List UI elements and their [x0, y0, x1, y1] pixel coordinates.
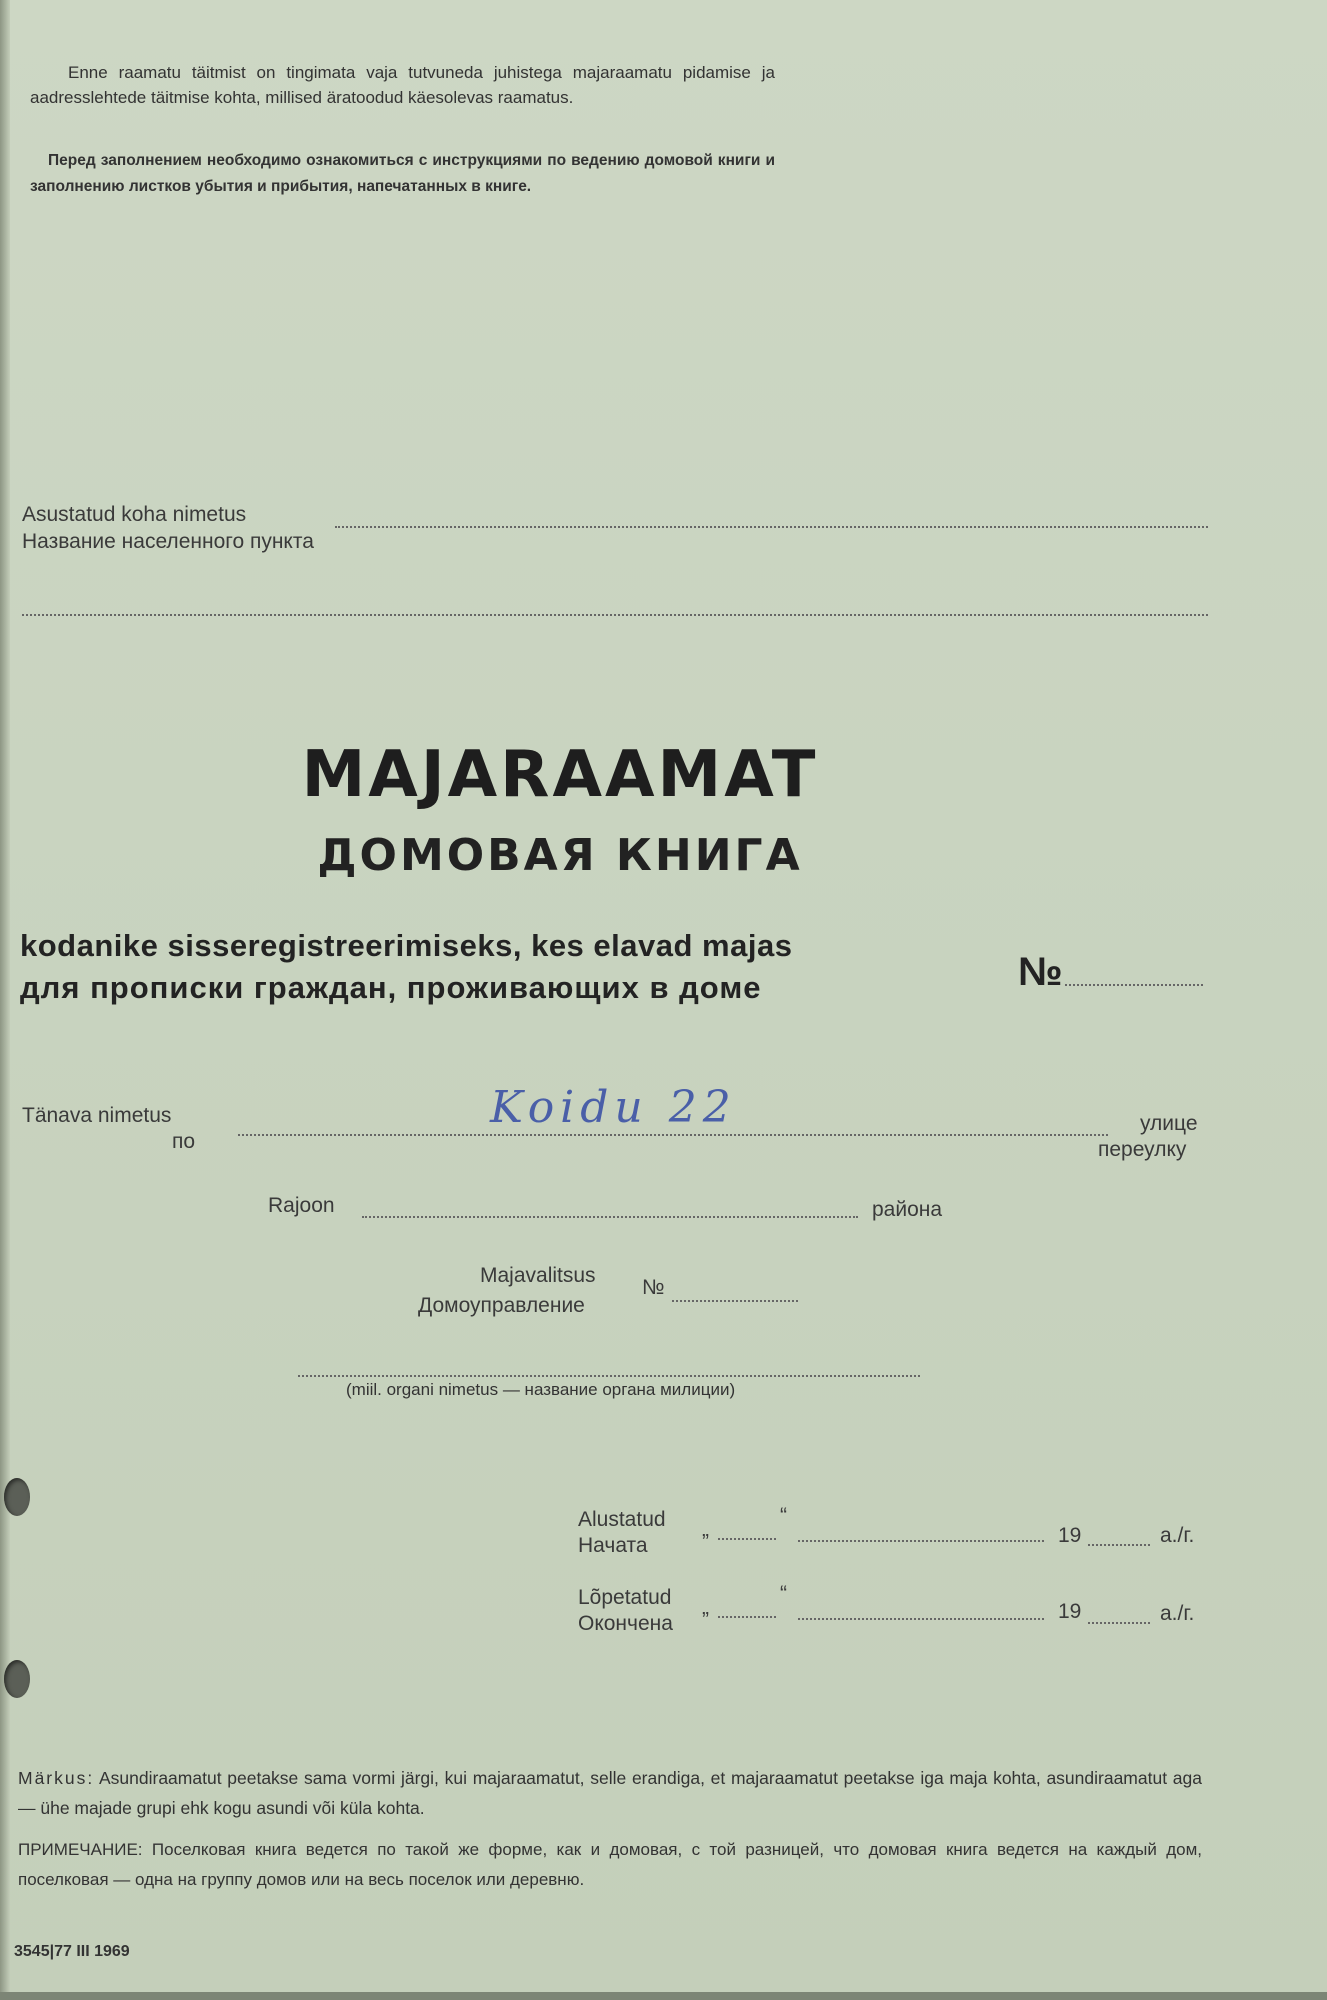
punch-hole-upper [4, 1478, 30, 1516]
street-label-pereulku: переулку [1098, 1138, 1187, 1161]
finished-year-suffix: a./г. [1160, 1602, 1195, 1625]
street-label-ulitse: улице [1140, 1112, 1198, 1135]
started-year-suffix: a./г. [1160, 1524, 1195, 1547]
finished-label-ru: Окончена [578, 1612, 673, 1635]
started-quote-close: “ [780, 1504, 787, 1527]
street-label-po: по [172, 1130, 196, 1153]
militia-caption: (miil. organi nimetus — название органа милиции) [346, 1380, 736, 1399]
settlement-field-line[interactable] [335, 526, 1208, 528]
finished-label-et: Lõpetatud [578, 1586, 672, 1609]
settlement-label-ru: Название населенного пункта [22, 530, 314, 553]
started-month-line[interactable] [798, 1540, 1044, 1542]
finished-month-line[interactable] [798, 1618, 1044, 1620]
house-management-number-sign: № [642, 1276, 665, 1299]
started-label-ru: Начата [578, 1534, 648, 1557]
house-number-sign: № [1018, 950, 1063, 994]
title-estonian: MAJARAAMAT [301, 738, 819, 812]
intro-russian: Перед заполнением необходимо ознакомиться с инструкциями по ведению домовой книги и заполнению листков убытия и прибытия, напечатанных в книге. [30, 152, 775, 195]
started-label-et: Alustatud [578, 1508, 666, 1531]
print-code: 3545|77 III 1969 [14, 1943, 130, 1960]
district-label-ru: района [872, 1198, 943, 1221]
remark-label-et: Märkus: [18, 1768, 95, 1788]
started-day-line[interactable] [718, 1538, 776, 1540]
subtitle-estonian: kodanike sisseregistreerimiseks, kes elavad majas [20, 928, 793, 963]
district-field-line[interactable] [362, 1216, 858, 1218]
settlement-label-et: Asustatud koha nimetus [22, 503, 247, 526]
started-year-line[interactable] [1088, 1544, 1150, 1546]
page-edge-shadow [0, 0, 10, 2000]
started-quote-open: „ [702, 1518, 709, 1541]
remark-text-et: Asundiraamatut peetakse sama vormi järgi, kui majaraamatut, selle erandiga, et majaraamatut peetakse iga maja kohta, asundiraamatut aga — ühe majade grupi ehk kogu asundi või küla kohta. [18, 1768, 1202, 1818]
punch-hole-lower [4, 1660, 30, 1698]
street-handwritten-value: Koidu 22 [490, 1082, 737, 1133]
street-field-line[interactable] [238, 1134, 1108, 1136]
house-management-label-ru: Домоуправление [418, 1294, 585, 1317]
remark-text-ru: Поселковая книга ведется по такой же форме, как и домовая, с той разницей, что домовая книга ведется на каждый дом, поселковая — одна на группу домов или на весь поселок или деревню. [18, 1840, 1202, 1889]
finished-year-line[interactable] [1088, 1622, 1150, 1624]
militia-field-line[interactable] [298, 1375, 920, 1377]
remark-estonian [18, 1763, 1202, 1823]
finished-quote-close: “ [780, 1582, 787, 1605]
subtitle-russian: для прописки граждан, проживающих в доме [20, 970, 762, 1005]
finished-quote-open: „ [702, 1596, 709, 1619]
house-management-number-line[interactable] [672, 1300, 798, 1302]
finished-year-prefix: 19 [1058, 1600, 1082, 1623]
house-number-field-line[interactable] [1065, 984, 1203, 986]
house-management-label-et: Majavalitsus [480, 1264, 596, 1287]
street-label-et: Tänava nimetus [22, 1104, 172, 1127]
remark-label-ru: ПРИМЕЧАНИЕ: [18, 1840, 143, 1859]
intro-estonian: Enne raamatu täitmist on tingimata vaja tutvuneda juhistega majaraamatu pidamise ja aadresslehtede täitmise kohta, millised äratoodud käesolevas raamatus. [30, 63, 775, 107]
finished-day-line[interactable] [718, 1616, 776, 1618]
page-bottom-edge [0, 1992, 1327, 2000]
settlement-field-line-2[interactable] [22, 614, 1208, 616]
remark-russian [18, 1835, 1202, 1895]
started-year-prefix: 19 [1058, 1524, 1082, 1547]
district-label-et: Rajoon [268, 1194, 335, 1217]
title-russian: ДОМОВАЯ КНИГА [317, 830, 803, 881]
